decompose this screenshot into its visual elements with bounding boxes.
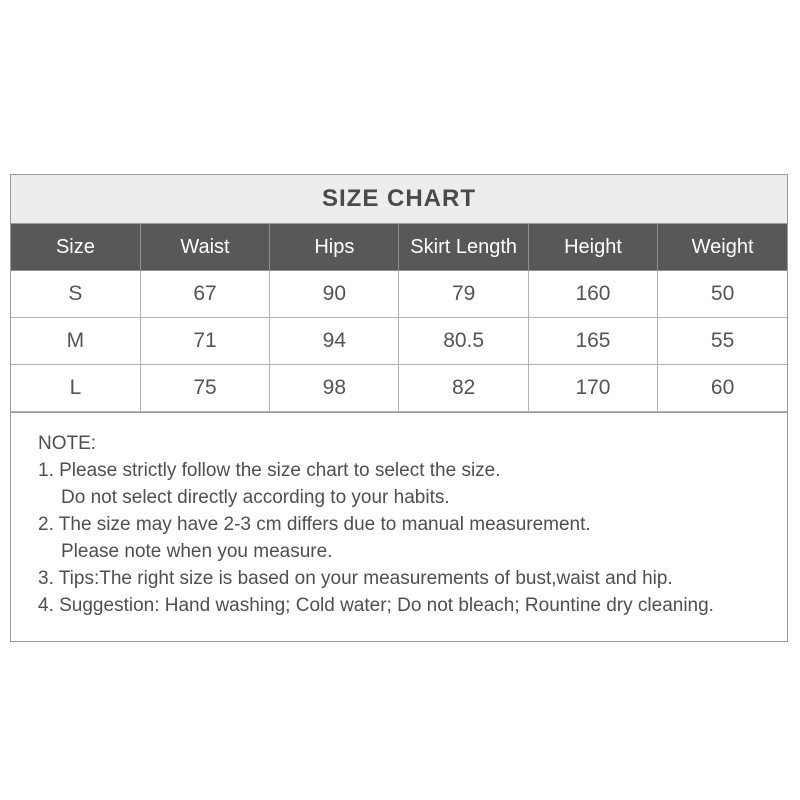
column-header-waist: Waist xyxy=(140,224,269,271)
column-header-size: Size xyxy=(11,224,140,271)
note-line-4: 4. Suggestion: Hand washing; Cold water; Do not bleach; Rountine dry cleaning. xyxy=(38,595,714,616)
cell-skirt-length: 82 xyxy=(399,365,528,412)
cell-waist: 71 xyxy=(140,318,269,365)
cell-weight: 55 xyxy=(658,318,787,365)
cell-size: L xyxy=(11,365,140,412)
size-table xyxy=(11,224,787,412)
note-line-1: 1. Please strictly follow the size chart to select the size. xyxy=(38,460,501,481)
note-line-3: 3. Tips:The right size is based on your measurements of bust,waist and hip. xyxy=(38,568,673,589)
column-header-skirt-length: Skirt Length xyxy=(399,224,528,271)
cell-waist: 67 xyxy=(140,271,269,318)
table-row-s xyxy=(11,271,787,318)
cell-skirt-length: 79 xyxy=(399,271,528,318)
cell-hips: 98 xyxy=(270,365,399,412)
size-chart-title-bar xyxy=(11,175,787,224)
cell-size: S xyxy=(11,271,140,318)
cell-height: 170 xyxy=(528,365,657,412)
cell-skirt-length: 80.5 xyxy=(399,318,528,365)
cell-height: 165 xyxy=(528,318,657,365)
cell-weight: 60 xyxy=(658,365,787,412)
cell-hips: 94 xyxy=(270,318,399,365)
table-row-l xyxy=(11,365,787,412)
cell-waist: 75 xyxy=(140,365,269,412)
table-header-row xyxy=(11,224,787,271)
cell-height: 160 xyxy=(528,271,657,318)
column-header-height: Height xyxy=(528,224,657,271)
note-heading: NOTE: xyxy=(38,433,97,454)
table-row-m xyxy=(11,318,787,365)
note-line-2-continuation: Please note when you measure. xyxy=(61,541,333,562)
size-chart-panel xyxy=(10,174,788,642)
column-header-hips: Hips xyxy=(270,224,399,271)
note-line-1-continuation: Do not select directly according to your habits. xyxy=(61,487,450,508)
cell-weight: 50 xyxy=(658,271,787,318)
column-header-weight: Weight xyxy=(658,224,787,271)
cell-size: M xyxy=(11,318,140,365)
cell-hips: 90 xyxy=(270,271,399,318)
size-chart-title: SIZE CHART xyxy=(322,185,476,212)
note-section xyxy=(11,412,787,641)
note-line-2: 2. The size may have 2-3 cm differs due to manual measurement. xyxy=(38,514,591,535)
